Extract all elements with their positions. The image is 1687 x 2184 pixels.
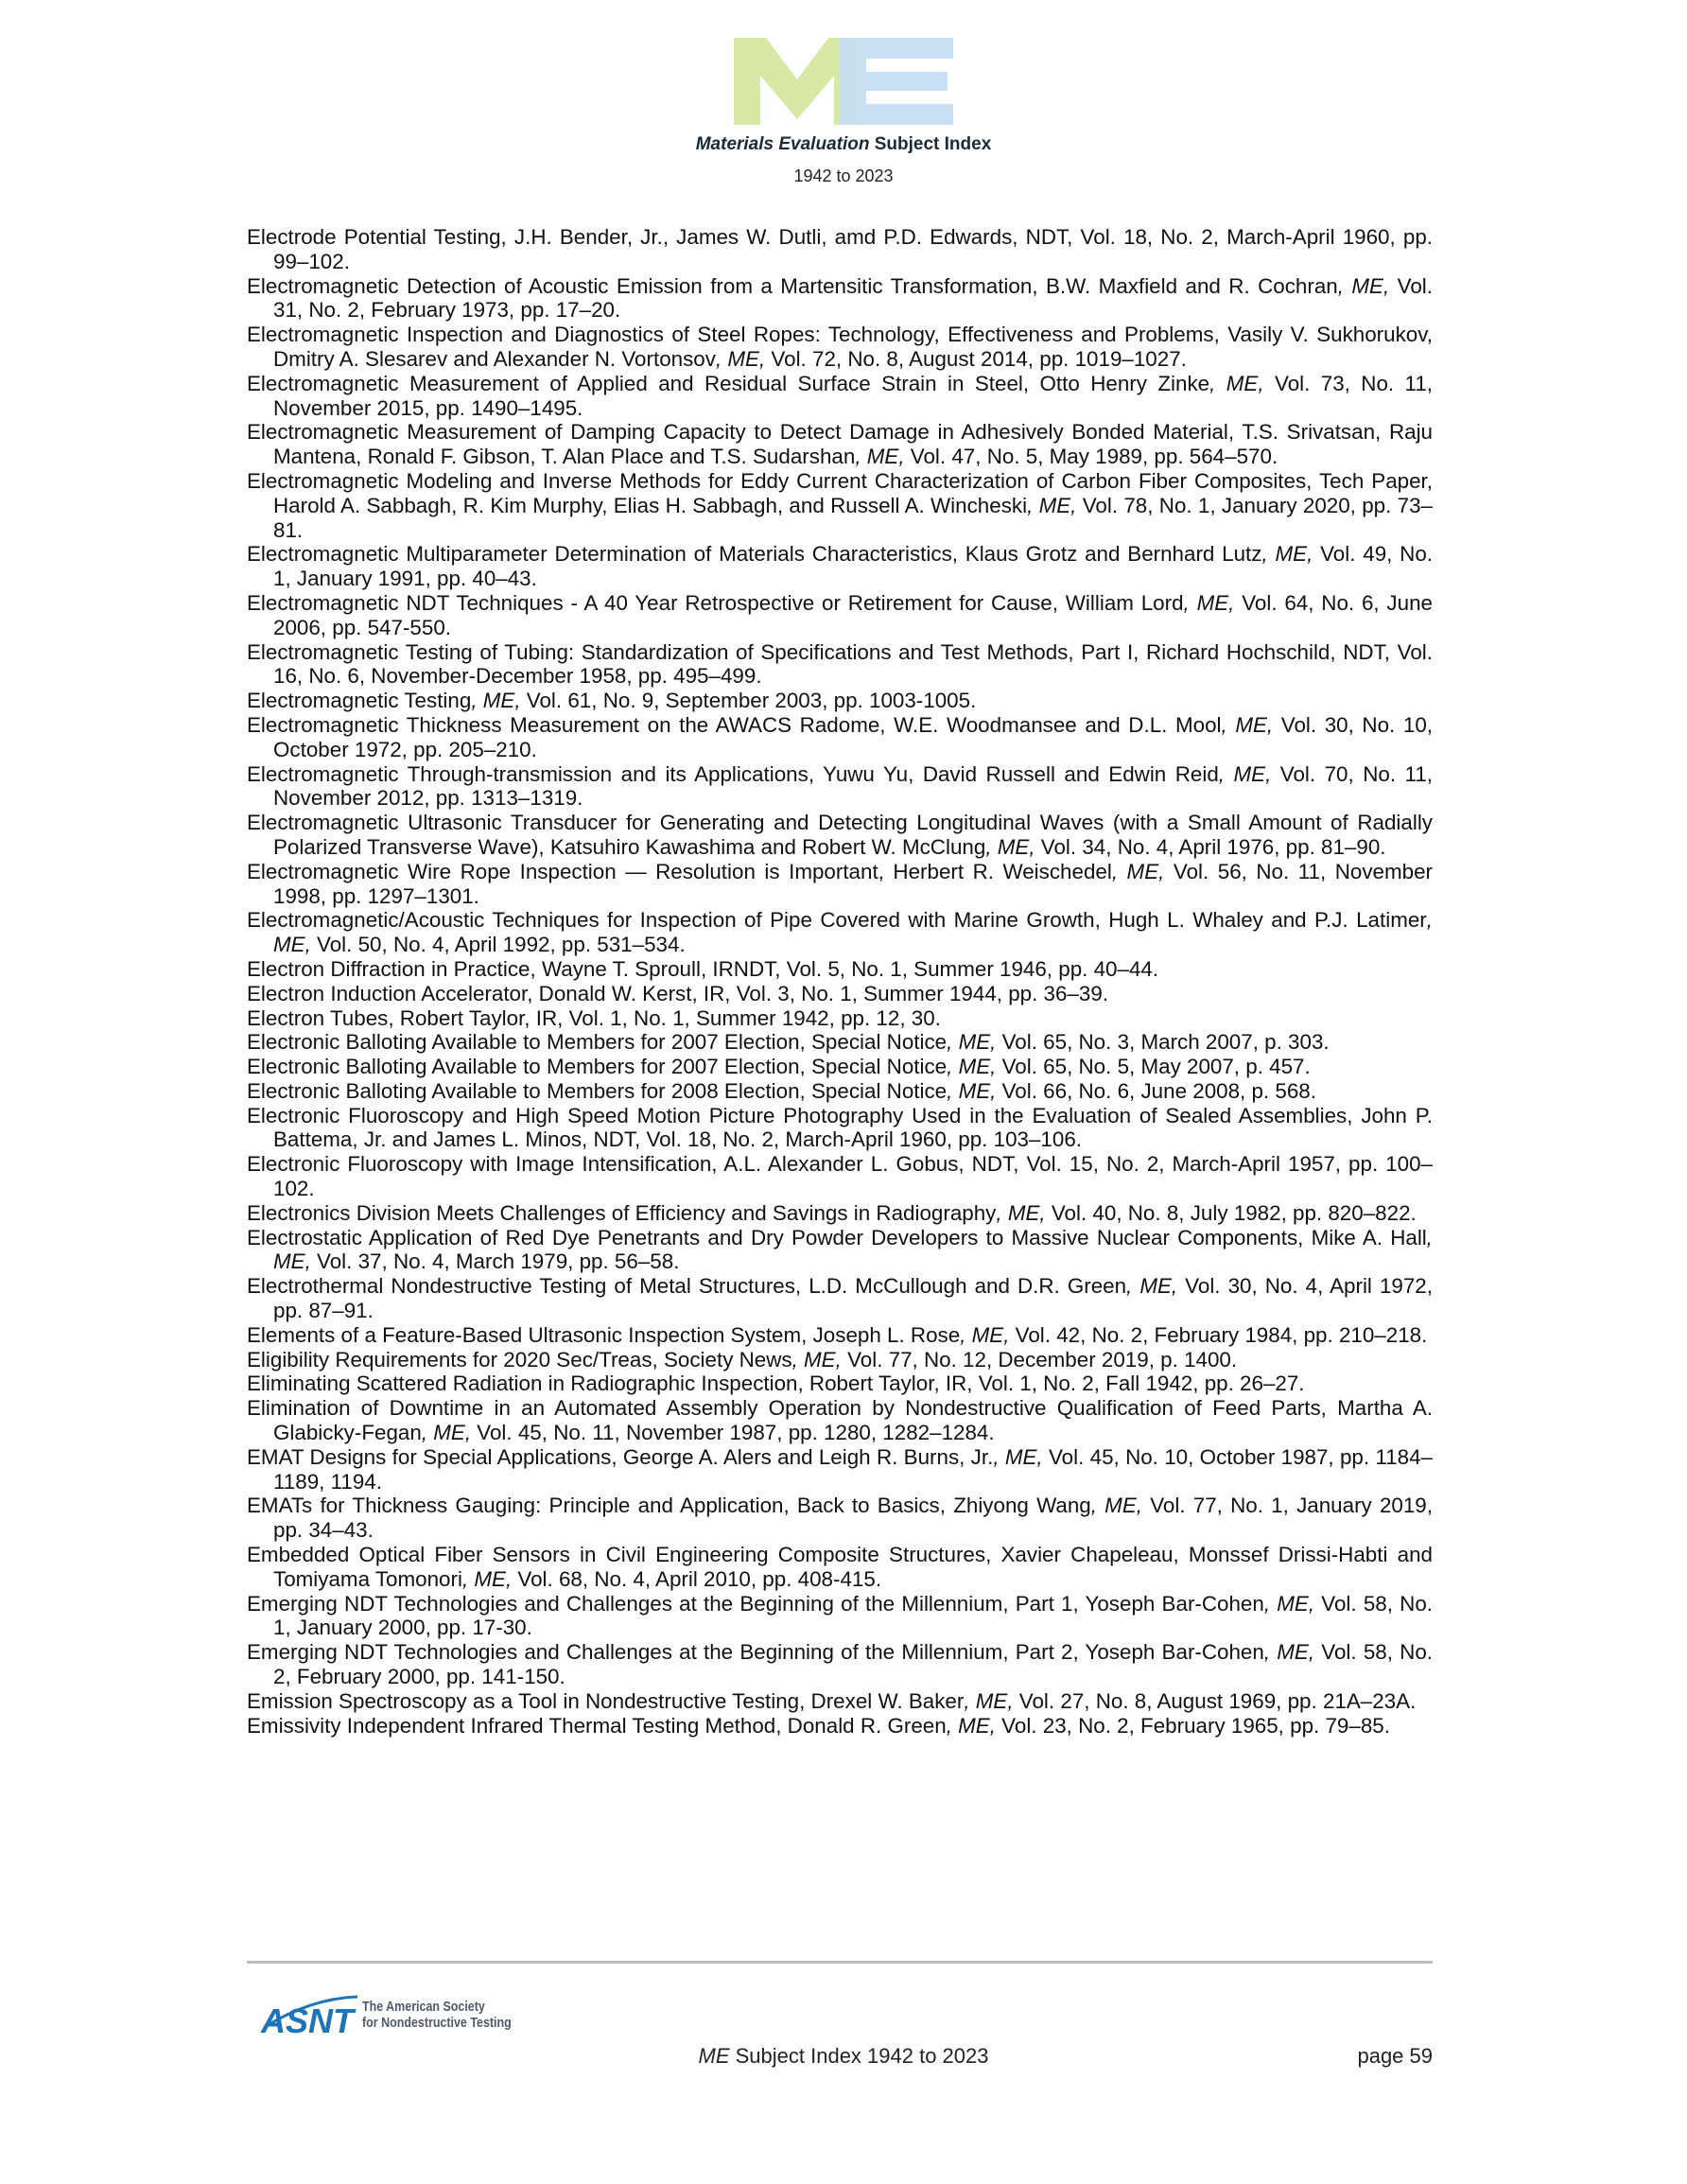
index-entry [247, 1226, 1433, 1275]
entry-journal: , ME, [993, 1444, 1043, 1469]
entry-text: Electromagnetic Measurement of Applied and Residual Surface Strain in Steel, Otto Henry Zinke [247, 371, 1210, 395]
index-entry [247, 591, 1433, 640]
index-entry [247, 1348, 1433, 1372]
entry-text: Electron Induction Accelerator, Donald W. Kerst, IR, Vol. 3, No. 1, Summer 1944, pp. 36–39. [247, 981, 1109, 1005]
footer-title-rest: Subject Index 1942 to 2023 [729, 2044, 989, 2068]
entry-citation: Vol. 56, No. 11, November 1998, pp. 1297–1301. [273, 859, 1434, 908]
index-entry [247, 323, 1433, 372]
index-entry [247, 274, 1433, 323]
asnt-name-line-1: The American Society [362, 2000, 485, 2015]
entry-citation: Vol. 23, No. 2, February 1965, pp. 79–85. [995, 1713, 1390, 1738]
index-entry [247, 1104, 1433, 1153]
entry-citation: Vol. 30, No. 10, October 1972, pp. 205–210. [273, 712, 1434, 761]
entry-text: Emerging NDT Technologies and Challenges at the Beginning of the Millennium, Part 2, Yoseph Bar-Cohen [247, 1640, 1264, 1665]
footer-journal-abbr: ME [698, 2044, 730, 2068]
entry-citation: Vol. 34, No. 4, April 1976, pp. 81–90. [1035, 834, 1386, 859]
entry-citation: Vol. 65, No. 3, March 2007, p. 303. [996, 1030, 1330, 1055]
entry-text: EMAT Designs for Special Applications, George A. Alers and Leigh R. Burns, Jr. [247, 1444, 994, 1469]
footer-title [0, 2044, 1687, 2069]
index-entry [247, 1152, 1433, 1201]
entry-citation: Vol. 37, No. 4, March 1979, pp. 56–58. [310, 1249, 680, 1274]
entry-text: Emerging NDT Technologies and Challenges at the Beginning of the Millennium, Part 1, Yoseph Bar-Cohen [247, 1591, 1264, 1616]
entry-journal: , ME, [471, 689, 521, 713]
index-years: 1942 to 2023 [793, 166, 894, 185]
entry-journal: , ME, [947, 1078, 997, 1103]
index-entry [247, 1445, 1433, 1494]
entry-citation: Vol. 68, No. 4, April 2010, pp. 408-415. [512, 1566, 882, 1591]
entry-citation: Vol. 27, No. 8, August 1969, pp. 21A–23A. [1013, 1688, 1417, 1713]
index-entry [247, 1274, 1433, 1323]
index-entry [247, 982, 1433, 1006]
entry-journal: , ME, [421, 1421, 472, 1445]
entry-text: Electromagnetic Detection of Acoustic Emission from a Martensitic Transformation, B.W. Maxfield and R. Cochran [247, 273, 1338, 298]
index-title [0, 134, 1687, 155]
entry-text: Electronic Balloting Available to Members for 2007 Election, Special Notice [247, 1055, 948, 1079]
entry-text: Electronic Fluoroscopy and High Speed Motion Picture Photography Used in the Evaluation of Sealed Assemblies, John P. Battema, Jr. and James L. Minos, NDT, Vol. 18, No. 2, March-April 1960, pp. 103–106. [247, 1103, 1433, 1152]
entry-text: Electronic Balloting Available to Members for 2007 Election, Special Notice [247, 1030, 948, 1055]
entry-journal: , ME, [1027, 493, 1077, 517]
entry-citation: Vol. 40, No. 8, July 1982, pp. 820–822. [1045, 1200, 1417, 1225]
entry-journal: , ME, [960, 1322, 1010, 1347]
page-number: page 59 [1357, 2044, 1433, 2068]
entry-citation: Vol. 72, No. 8, August 2014, pp. 1019–1027. [765, 346, 1187, 371]
entry-journal: , ME, [855, 445, 905, 469]
entry-citation: Vol. 61, No. 9, September 2003, pp. 1003-1005. [520, 689, 977, 713]
index-entry [247, 640, 1433, 690]
entry-journal: , ME, [1209, 371, 1264, 395]
entry-journal: , ME, [1337, 273, 1390, 298]
entry-text: EMATs for Thickness Gauging: Principle and Application, Back to Basics, Zhiyong Wang [247, 1494, 1091, 1518]
entry-journal: , ME, [985, 834, 1035, 859]
entry-journal: , ME, [1218, 761, 1272, 786]
index-entry [247, 762, 1433, 812]
entry-text: Electrostatic Application of Red Dye Penetrants and Dry Powder Developers to Massive Nuclear Components, Mike A. Hall [247, 1225, 1427, 1249]
index-entry [247, 811, 1433, 860]
entry-citation: Vol. 77, No. 12, December 2019, p. 1400. [841, 1347, 1238, 1372]
index-entry [247, 542, 1433, 591]
index-entry [247, 1543, 1433, 1592]
entry-text: Electromagnetic Ultrasonic Transducer for Generating and Detecting Longitudinal Waves (with a Small Amount of Radially Polarized Transverse Wave), Katsuhiro Kawashima and Robert W. McClung [247, 811, 1433, 859]
me-logo [734, 38, 953, 125]
entry-citation: Vol. 58, No. 2, February 2000, pp. 141-150. [273, 1640, 1433, 1689]
entry-journal: , ME, [947, 1030, 997, 1055]
entry-text: Eligibility Requirements for 2020 Sec/Treas, Society News [247, 1347, 792, 1372]
entry-journal: , ME, [946, 1713, 996, 1738]
journal-name: Materials Evaluation [695, 134, 870, 154]
index-entry [247, 860, 1433, 909]
entry-journal: , ME, [1111, 859, 1165, 883]
entry-citation: Vol. 58, No. 1, January 2000, pp. 17-30. [273, 1591, 1433, 1640]
entry-text: Electromagnetic Inspection and Diagnostics of Steel Ropes: Technology, Effectiveness and Problems, Vasily V. Sukhorukov, Dmitry A. Slesarev and Alexander N. Vortonsov [247, 323, 1433, 371]
entry-journal: , ME, [715, 346, 766, 371]
entry-citation: Vol. 45, No. 11, November 1987, pp. 1280, 1282–1284. [471, 1421, 995, 1445]
entry-text: Electronics Division Meets Challenges of Efficiency and Savings in Radiography [247, 1200, 997, 1225]
index-entry [247, 372, 1433, 421]
index-entry [247, 1494, 1433, 1543]
index-entry [247, 1030, 1433, 1055]
entry-journal: , ME, [273, 1225, 1433, 1274]
index-entry [247, 1640, 1433, 1689]
asnt-logo-letters: ASNT [261, 2001, 354, 2038]
entry-citation: Vol. 65, No. 5, May 2007, p. 457. [996, 1055, 1311, 1079]
entry-text: Electronic Fluoroscopy with Image Intensification, A.L. Alexander L. Gobus, NDT, Vol. 15, No. 2, March-April 1957, pp. 100–102. [247, 1152, 1433, 1201]
index-entry [247, 1079, 1433, 1104]
index-entry [247, 469, 1433, 542]
entry-citation: Vol. 45, No. 10, October 1987, pp. 1184–1189, 1194. [273, 1444, 1433, 1494]
entry-text: Elements of a Feature-Based Ultrasonic Inspection System, Joseph L. Rose [247, 1322, 961, 1347]
entry-journal: , ME, [791, 1347, 842, 1372]
footer-divider [247, 1961, 1433, 1964]
entry-journal: , ME, [1126, 1274, 1178, 1299]
index-entry [247, 225, 1433, 274]
index-entry [247, 1592, 1433, 1641]
index-entry [247, 1201, 1433, 1226]
entry-text: Electron Diffraction in Practice, Wayne T. Sproull, IRNDT, Vol. 5, No. 1, Summer 1946, pp. 40–44. [247, 956, 1159, 981]
entry-journal: , ME, [1221, 712, 1274, 737]
entry-journal: , ME, [1183, 590, 1235, 615]
entry-text: Electrothermal Nondestructive Testing of Metal Structures, L.D. McCullough and D.R. Green [247, 1274, 1127, 1299]
entry-citation: Vol. 70, No. 11, November 2012, pp. 1313–1319. [273, 761, 1433, 811]
entry-text: Electromagnetic Through-transmission and its Applications, Yuwu Yu, David Russell and Edwin Reid [247, 761, 1219, 786]
index-entry [247, 1323, 1433, 1348]
index-entry [247, 1006, 1433, 1031]
index-entry [247, 689, 1433, 713]
entry-citation: Vol. 64, No. 6, June 2006, pp. 547-550. [273, 590, 1433, 639]
entry-citation: Vol. 78, No. 1, January 2020, pp. 73–81. [273, 493, 1433, 542]
entry-journal: , ME, [964, 1688, 1014, 1713]
entry-citation: Vol. 30, No. 4, April 1972, pp. 87–91. [273, 1274, 1433, 1323]
entry-citation: Vol. 77, No. 1, January 2019, pp. 34–43. [273, 1494, 1433, 1543]
entry-citation: Vol. 49, No. 1, January 1991, pp. 40–43. [273, 542, 1433, 591]
entry-text: Electromagnetic Measurement of Damping Capacity to Detect Damage in Adhesively Bonded Material, T.S. Srivatsan, Raju Mantena, Ronald F. Gibson, T. Alan Place and T.S. Sudarshan [247, 420, 1433, 469]
entry-journal: , ME, [1261, 542, 1313, 567]
asnt-name-line-2: for Nondestructive Testing [362, 2016, 512, 2031]
entry-text: Electromagnetic NDT Techniques - A 40 Year Retrospective or Retirement for Cause, William Lord [247, 590, 1184, 615]
index-entry [247, 908, 1433, 957]
entry-journal: , ME, [1090, 1494, 1142, 1518]
entry-text: Electrode Potential Testing, J.H. Bender, Jr., James W. Dutli, amd P.D. Edwards, NDT, Vol. 18, No. 2, March-April 1960, pp. 99–102. [247, 225, 1433, 273]
index-entry [247, 1372, 1433, 1396]
asnt-logo [259, 1989, 363, 2038]
entry-journal: , ME, [461, 1566, 513, 1591]
index-entry [247, 1055, 1433, 1079]
entry-text: Electromagnetic Thickness Measurement on the AWACS Radome, W.E. Woodmansee and D.L. Mool [247, 712, 1222, 737]
entry-text: Electromagnetic Multiparameter Determination of Materials Characteristics, Klaus Grotz and Bernhard Lutz [247, 542, 1262, 567]
me-logo-e-shape [840, 38, 953, 125]
entry-citation: Vol. 66, No. 6, June 2008, p. 568. [996, 1078, 1316, 1103]
index-entry [247, 1689, 1433, 1714]
title-suffix: Subject Index [869, 134, 992, 154]
entry-text: Electronic Balloting Available to Members for 2008 Election, Special Notice [247, 1078, 948, 1103]
entry-text: Eliminating Scattered Radiation in Radiographic Inspection, Robert Taylor, IR, Vol. 1, No. 2, Fall 1942, pp. 26–27. [247, 1372, 1305, 1396]
entry-citation: Vol. 47, No. 5, May 1989, pp. 564–570. [904, 445, 1278, 469]
entry-text: Embedded Optical Fiber Sensors in Civil Engineering Composite Structures, Xavier Chapeleau, Monssef Drissi-Habti and Tomiyama Tomonori [247, 1543, 1433, 1591]
entry-journal: , ME, [1263, 1591, 1315, 1616]
index-entries [247, 225, 1433, 1738]
entry-text: Emission Spectroscopy as a Tool in Nondestructive Testing, Drexel W. Baker [247, 1688, 965, 1713]
entry-citation: Vol. 73, No. 11, November 2015, pp. 1490–1495. [273, 371, 1434, 420]
entry-journal: , ME, [996, 1200, 1046, 1225]
entry-text: Emissivity Independent Infrared Thermal Testing Method, Donald R. Green [247, 1713, 947, 1738]
entry-text: Elimination of Downtime in an Automated Assembly Operation by Nondestructive Qualification of Feed Parts, Martha A. Glabicky-Fegan [247, 1396, 1433, 1445]
asnt-name [362, 2000, 512, 2032]
entry-text: Electromagnetic/Acoustic Techniques for Inspection of Pipe Covered with Marine Growth, Hugh L. Whaley and P.J. Latimer [247, 908, 1427, 933]
entry-text: Electron Tubes, Robert Taylor, IR, Vol. 1, No. 1, Summer 1942, pp. 12, 30. [247, 1005, 941, 1030]
entry-citation: Vol. 31, No. 2, February 1973, pp. 17–20. [273, 273, 1434, 323]
index-entry [247, 713, 1433, 762]
entry-text: Electromagnetic Modeling and Inverse Methods for Eddy Current Characterization of Carbon Fiber Composites, Tech Paper, Harold A. Sabbagh, R. Kim Murphy, Elias H. Sabbagh, and Russell A. Wincheski [247, 468, 1433, 517]
entry-text: Electromagnetic Testing [247, 689, 472, 713]
entry-citation: Vol. 50, No. 4, April 1992, pp. 531–534. [310, 933, 686, 957]
entry-journal: , ME, [947, 1055, 997, 1079]
entry-text: Electromagnetic Testing of Tubing: Standardization of Specifications and Test Methods, Part I, Richard Hochschild, NDT, Vol. 16, No. 6, November-December 1958, pp. 495–499. [247, 639, 1433, 689]
index-entry [247, 1396, 1433, 1445]
index-entry [247, 957, 1433, 982]
entry-citation: Vol. 42, No. 2, February 1984, pp. 210–218. [1009, 1322, 1428, 1347]
entry-journal: , ME, [1263, 1640, 1315, 1665]
entry-journal: , ME, [273, 908, 1433, 957]
index-entry [247, 1714, 1433, 1738]
index-entry [247, 420, 1433, 469]
entry-text: Electromagnetic Wire Rope Inspection — Resolution is Important, Herbert R. Weischedel [247, 859, 1112, 883]
